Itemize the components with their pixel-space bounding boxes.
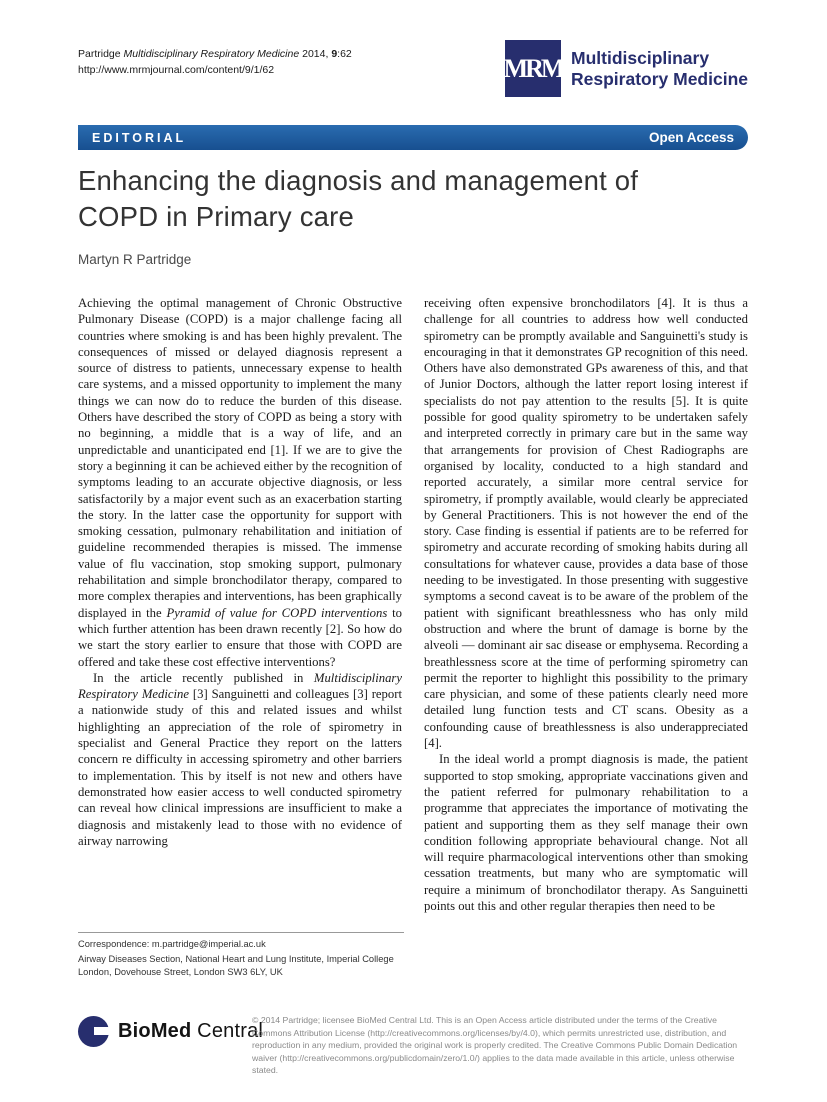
citation-block: [78, 40, 352, 79]
article-type-label: EDITORIAL: [92, 130, 187, 145]
body-paragraph: receiving often expensive bronchodilators [4]. It is thus a challenge for all countries to address how well conducted spirometry can be promptly available and Sanguinetti's study is encouraging in that it demonstrates GP recognition of this need. Others have also demonstrated GPs awareness of this, and that of Junior Doctors, although the latter report losing interest if specialists do not pay attention to the results [5]. It is quite possible for good quality spirometry to be undertaken safely and interpreted correctly in primary care but in the same way that arrangements for provision of Chest Radiographs are organised by locality, conducted to a high standard and reported accurately, a similar more central service for spirometry, if promptly available, would clearly be appreciated by General Practitioners. This is not however the end of the story. Case finding is essential if patients are to be referred for spirometry and accurate recording of smoking habits during all consultations for whatever cause, provides a data base of those needing to be investigated. In those presenting with suggestive symptoms a second caveat is to be aware of the problem of the patient with significant breathlessness who has only mild obstruction and where the brunt of damage is borne by the alveoli — dominant air sac disease or emphysema. Recording a breathlessness score at the time of performing spirometry can permit the reporter to highlight this possibility to the primary care physician, and some of these patients clearly need more detailed lung function tests and CT scans. Obesity as a confounding cause of breathlessness is also underappreciated [4].: [424, 296, 748, 751]
affiliation-line: Airway Diseases Section, National Heart and Lung Institute, Imperial College London, Dovehouse Street, London SW3 6LY, UK: [78, 954, 394, 978]
article-url-link[interactable]: http://www.mrmjournal.com/content/9/1/62: [78, 63, 275, 76]
journal-logo: [505, 40, 748, 97]
article-type-banner: [78, 125, 748, 150]
publisher-name-bold: BioMed: [118, 1020, 192, 1042]
body-column-right: [424, 295, 748, 953]
journal-name-line1: Multidisciplinary: [571, 47, 710, 68]
author-byline: Martyn R Partridge: [78, 252, 192, 267]
publisher-name-regular: Central: [191, 1020, 264, 1042]
open-access-label: Open Access: [648, 130, 734, 145]
license-text: © 2014 Partridge; licensee BioMed Central Ltd. This is an Open Access article distributed under the terms of the Creative Commons Attribution License (http://creativecommons.org/licenses/by/4.0), which permits unrestricted use, distribution, and reproduction in any medium, provided the original work is properly credited. The Creative Commons Public Domain Dedication waiver (http://creativecommons.org/publicdomain/zero/1.0/) applies to the data made available in this article, unless otherwise stated.: [252, 1015, 738, 1076]
article-body: [78, 295, 748, 953]
article-title: Enhancing the diagnosis and management of COPD in Primary care: [78, 165, 639, 233]
mrm-logo-icon: [505, 40, 561, 97]
body-column-left: [78, 295, 402, 953]
citation-line: Partridge Multidisciplinary Respiratory Medicine 2014, 9:62: [78, 48, 352, 60]
body-paragraph: In the article recently published in Multidisciplinary Respiratory Medicine [3] Sanguinetti and colleagues [3] report a nationwide study of this and related issues and whilst highlighting an appreciation of the role of spirometry in specialist and General Practice they report on the latters concern re difficulty in accessing spirometry and other barriers to implementation. This by itself is not new and others have demonstrated how easier access to well conducted spirometry can reveal how clinical impressions are insufficient to make a diagnosis and mistakenly lead to those with no evidence of airway narrowing: [78, 670, 402, 848]
correspondence-block: [78, 932, 404, 980]
masthead: [78, 40, 748, 97]
mrm-logo-acronym: MRM: [503, 53, 563, 83]
correspondence-line[interactable]: Correspondence: m.partridge@imperial.ac.uk: [78, 939, 266, 949]
body-paragraph: In the ideal world a prompt diagnosis is made, the patient supported to stop smoking, appropriate vaccinations given and the patient referred for pulmonary rehabilitation to a programme that appreciates the importance of motivating the patient and supporting them as they self manage their own condition following appropriate behavioural change. Not all will require pharmacological interventions other than smoking cessation treatments, but many who are symptomatic will require a minimum of bronchodilator therapy. As Sanguinetti points out this and other regular therapies then need to be: [424, 752, 748, 913]
publisher-name: [118, 1020, 263, 1043]
body-paragraph: Achieving the optimal management of Chronic Obstructive Pulmonary Disease (COPD) is a major challenge facing all countries where smoking is and has been highly prevalent. The consequences of missed or delayed diagnosis represent a source of distress to patients, unnecessary expense to health care systems, and a missed opportunity to implement the many things we can now do to reduce the burden of this disease. Others have described the story of COPD as being a story with no beginning, a middle that is a way of life, and an unpredictable and unanticipated end [1]. If we are to give the story a beginning it can be achieved either by the recognition of symptoms leading to an accurate objective diagnosis, or less satisfactorily by a major event such as an exacerbation starting the story. In the latter case the opportunity for support with smoking cessation, pulmonary rehabilitation and initiation of guideline recommended therapies is missed. The immense value of flu vaccination, stop smoking support, pulmonary rehabilitation and simple bronchodilator therapy, compared to more complex therapies and interventions, has been graphically displayed in the Pyramid of value for COPD interventions to which further attention has been drawn recently [2]. So how do we start the story earlier to ensure that those with COPD are offered and take these cost effective interventions?: [78, 296, 402, 669]
journal-name: [571, 48, 748, 90]
journal-name-line2: Respiratory Medicine: [571, 68, 748, 89]
publisher-logo: [78, 1016, 263, 1047]
biomed-central-icon: [78, 1016, 109, 1047]
